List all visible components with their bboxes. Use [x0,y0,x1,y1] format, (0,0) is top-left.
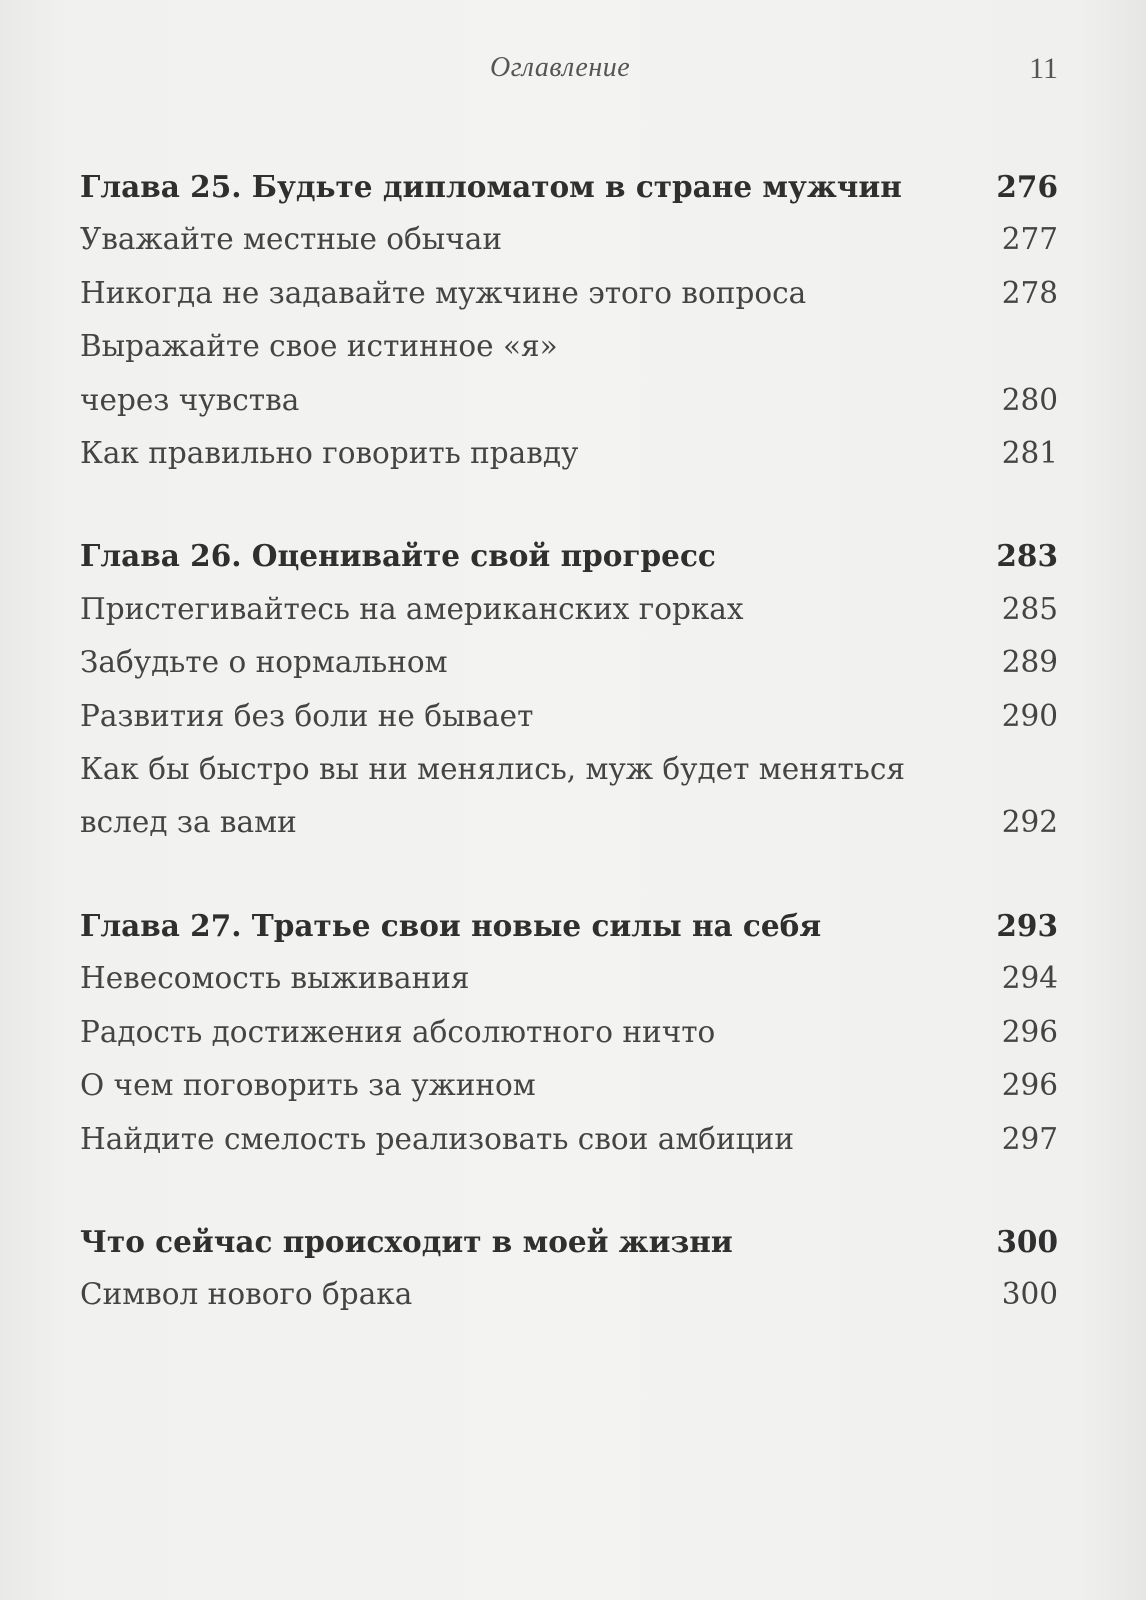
toc-chapter-heading [80,1215,1058,1268]
toc-entry-title [80,1059,536,1112]
toc-entry-page: 289 [1001,645,1058,680]
toc-entry-page: 280 [1001,382,1058,417]
toc-entry-page: 300 [1001,1277,1058,1312]
toc-heading-page: 300 [996,1223,1058,1259]
toc-entry [80,952,1058,1005]
toc-heading-title: Глава 27. Тратье свои новые силы на себя [80,907,822,943]
toc-entry-title-line: Невесомость выживания [80,961,470,996]
toc-heading-title: Глава 25. Будьте дипломатом в стране мужчин [80,169,902,204]
toc-chapter-heading [80,899,1058,952]
toc-entry [80,743,1058,850]
toc-entry [80,320,1058,427]
toc-entry-title-line: Символ нового брака [80,1277,413,1312]
toc-entry-page: 296 [1001,1014,1058,1049]
toc-entry-title-line: Развития без боли не бывает [80,698,534,733]
toc-entry [80,213,1058,266]
toc-entry-title-line: Как бы быстро вы ни менялись, муж будет меняться [80,752,905,787]
toc-chapter [80,529,1058,849]
toc-entry-page: 281 [1001,436,1058,471]
toc-chapter-heading [80,529,1058,582]
toc-entry-title-line: Как правильно говорить правду [80,436,579,471]
page-number: 11 [1029,52,1058,85]
toc-entry-title-line: Выражайте свое истинное «я» [80,329,558,364]
toc-chapter [80,160,1058,480]
toc-entry-page: 285 [1001,591,1058,626]
toc-entry-title [80,952,470,1005]
toc-entry [80,583,1058,636]
toc-entry-title [80,636,448,689]
toc-entry [80,636,1058,689]
toc-entry [80,1268,1058,1321]
toc-entry-title [80,1268,412,1321]
toc-chapter [80,899,1058,1166]
toc-entry-title-line: Забудьте о нормальном [80,645,448,680]
toc-entry-title-line: О чем поговорить за ужином [80,1068,536,1103]
toc-entry-title [80,1006,715,1059]
toc-entry-title [80,267,806,320]
toc-entry-title [80,320,558,427]
toc-entry [80,690,1058,743]
page-header [0,52,1146,92]
running-title: Оглавление [490,52,631,83]
toc-entry-title-line: Пристегивайтесь на американских горках [80,591,744,626]
toc-entry [80,1113,1058,1166]
toc-entry-page: 278 [1001,275,1058,310]
toc-entry-page: 297 [1001,1121,1058,1156]
toc-entry-page: 296 [1001,1068,1058,1103]
toc-entry-page: 277 [1001,222,1058,257]
toc-heading-page: 276 [996,169,1058,204]
toc-entry-page: 290 [1001,698,1058,733]
toc-heading-title: Глава 26. Оценивайте свой прогресс [80,538,716,574]
toc-entry-title-line: через чувства [80,382,300,417]
toc-entry [80,1006,1058,1059]
toc-chapter [80,1215,1058,1322]
table-of-contents [80,160,1058,1371]
toc-chapter-heading [80,160,1058,213]
toc-entry-title-line: Никогда не задавайте мужчине этого вопроса [80,275,807,310]
toc-entry-title [80,583,744,636]
toc-heading-page: 293 [996,907,1058,943]
toc-entry-title [80,1113,794,1166]
toc-entry-title [80,743,905,850]
toc-heading-page: 283 [996,538,1058,574]
toc-entry-title-line: Найдите смелость реализовать свои амбиции [80,1121,794,1156]
toc-entry-title-line: Радость достижения абсолютного ничто [80,1014,716,1049]
toc-entry-title-line: Уважайте местные обычаи [80,222,503,257]
toc-entry [80,427,1058,480]
toc-heading-title: Что сейчас происходит в моей жизни [80,1223,733,1259]
toc-entry [80,267,1058,320]
toc-entry-title [80,427,578,480]
toc-entry-page: 292 [1001,805,1058,840]
toc-entry-page: 294 [1001,961,1058,996]
toc-entry-title [80,213,502,266]
toc-entry-title-line: вслед за вами [80,805,297,840]
toc-entry [80,1059,1058,1112]
toc-entry-title [80,690,533,743]
